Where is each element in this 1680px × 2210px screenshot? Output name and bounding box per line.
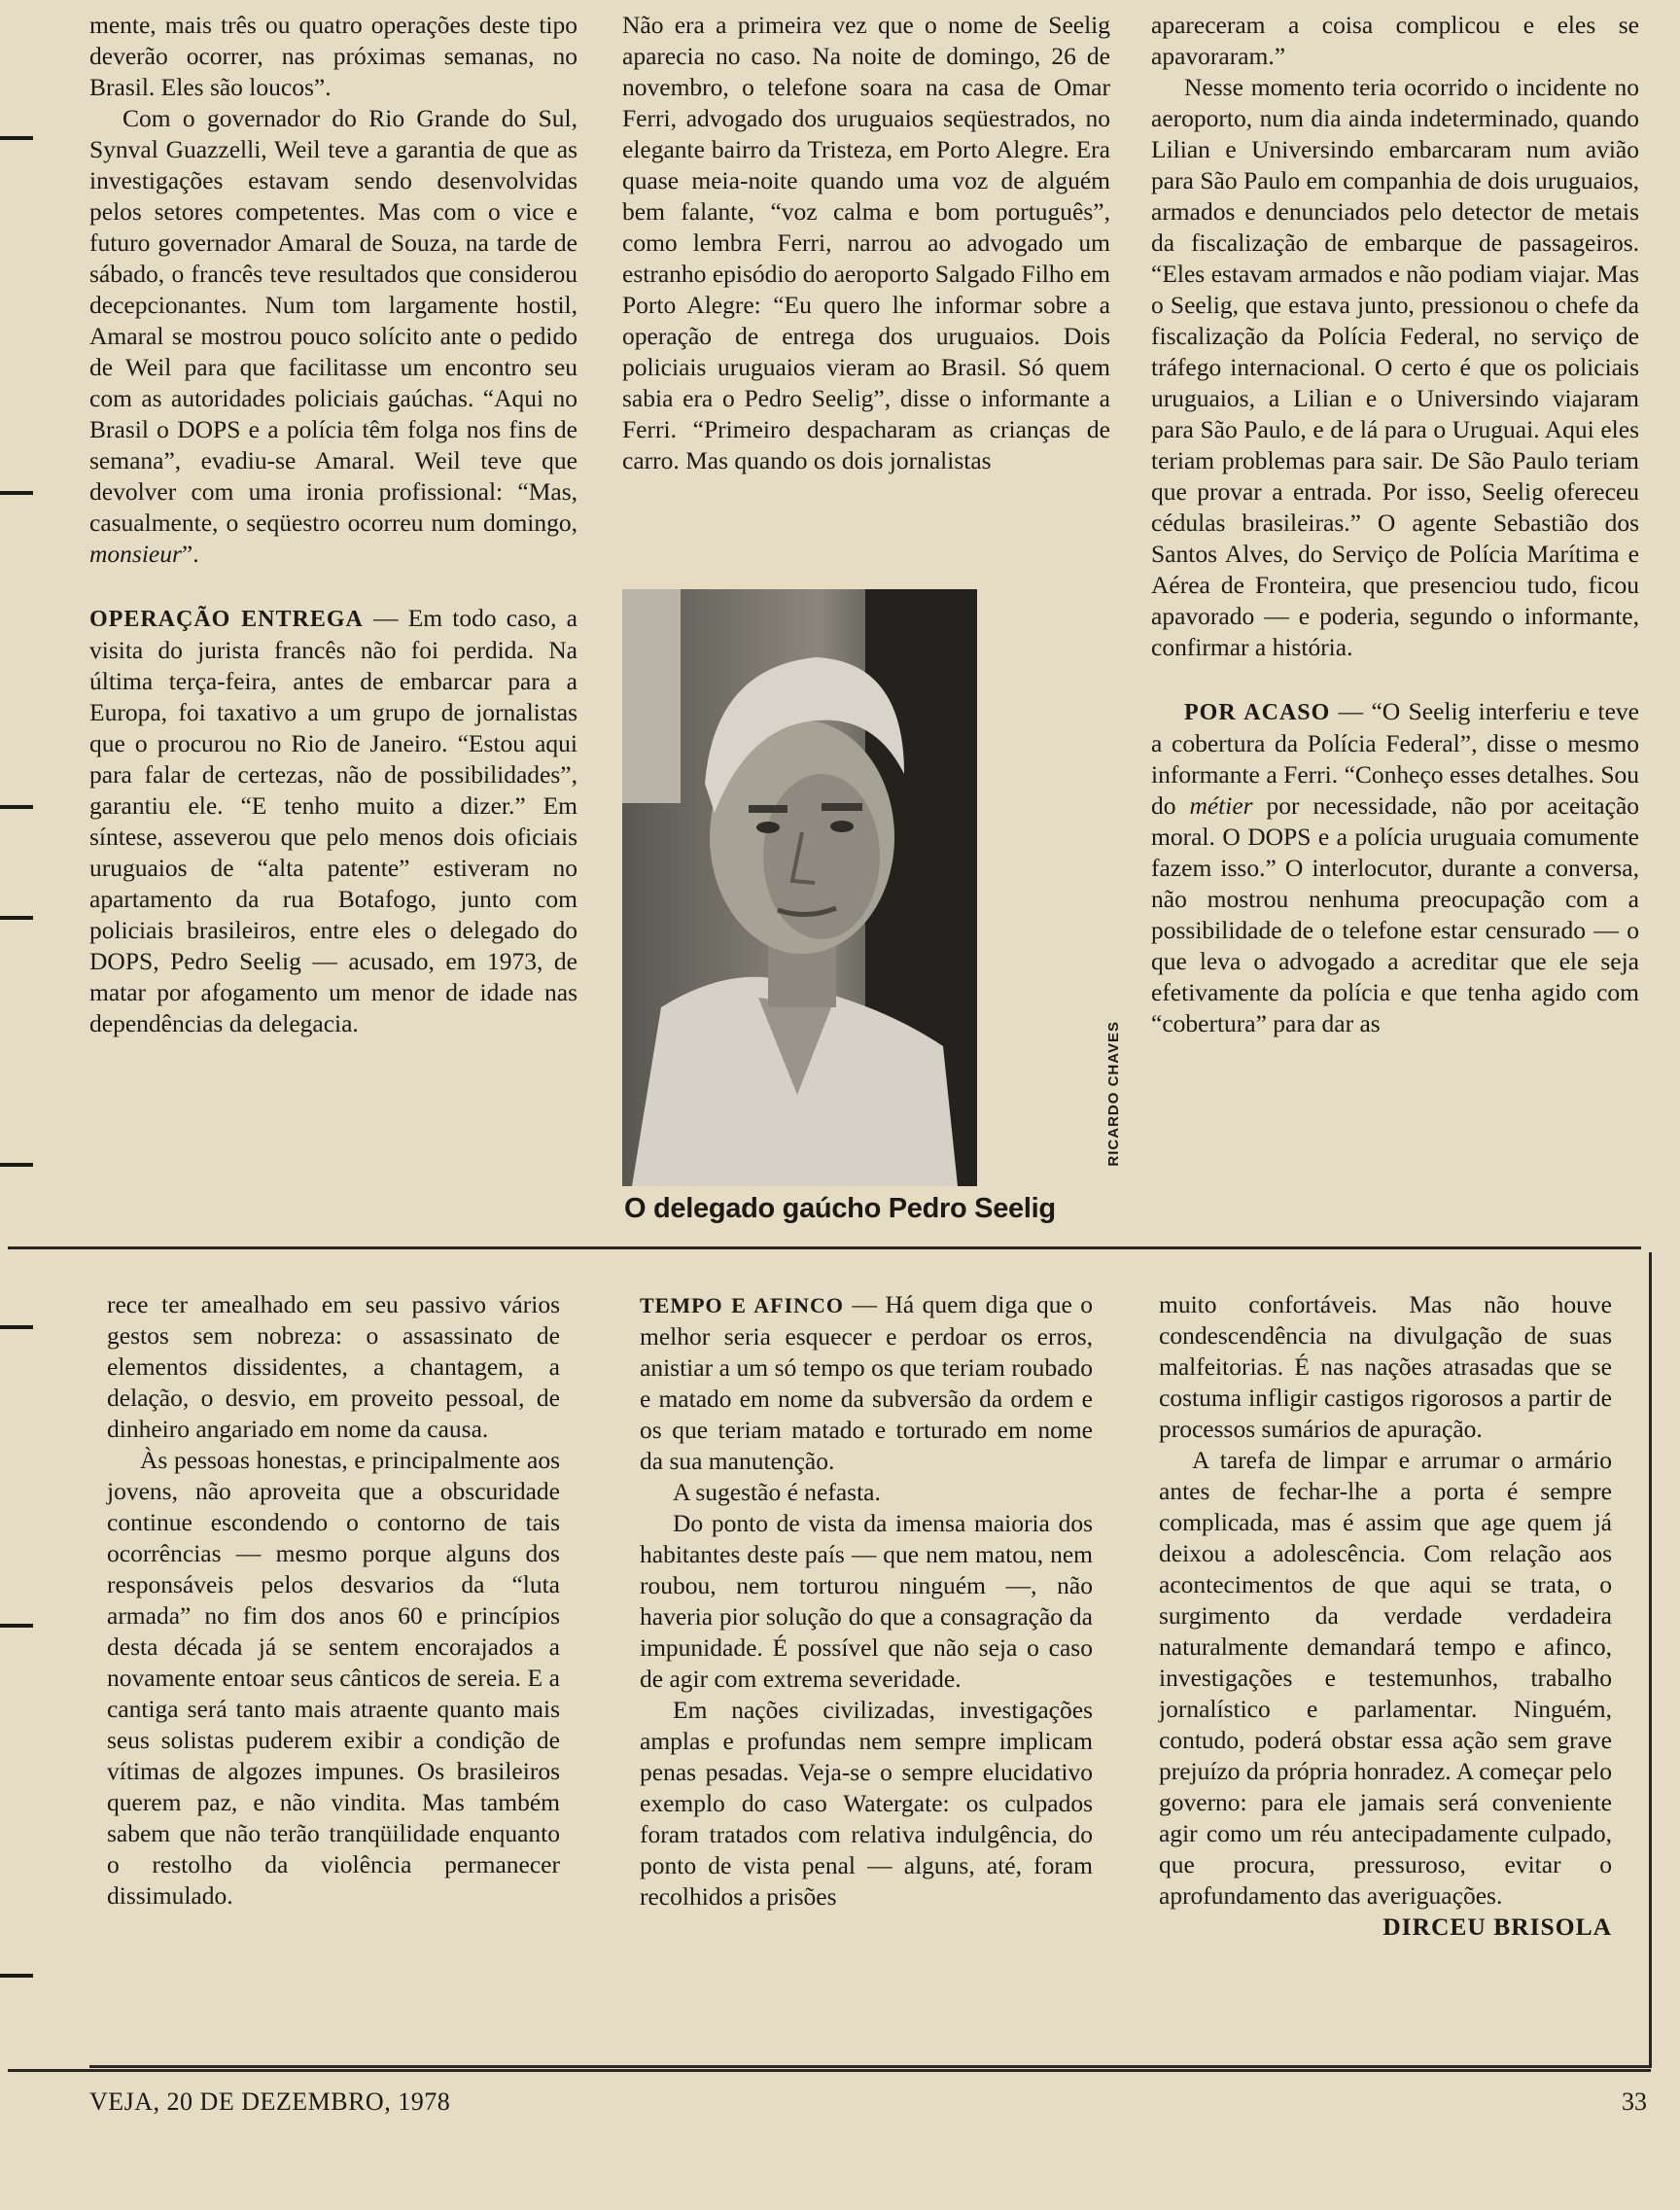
editorial-column-2 — [640, 1289, 1093, 1912]
portrait-illustration — [622, 589, 977, 1186]
photo-credit: RICARDO CHAVES — [1105, 1021, 1122, 1167]
editorial-column-3 — [1159, 1289, 1612, 1943]
divider-rule — [8, 2069, 1651, 2072]
margin-tick — [0, 916, 33, 920]
article-column-1 — [89, 10, 578, 1039]
subheading: OPERAÇÃO ENTREGA — [89, 607, 364, 632]
paragraph: Às pessoas honestas, e principalmente aos jovens, não aproveita que a obscuridade continue escondendo o contorno de tais ocorrências — mesmo porque alguns dos responsáveis pelos desvarios da “luta armada” no fim dos anos 60 e princípios desta década já se sentem encorajados a novamente entoar seus cânticos de sereia. E a cantiga será tanto mais atraente quanto mais seus solistas puderem exibir a condição de vítimas de algozes impunes. Os brasileiros querem paz, e não vindita. Mas também sabem que não terão tranqüilidade enquanto o restolho da violência permanecer dissimulado. — [107, 1446, 560, 1910]
issue-date: VEJA, 20 DE DEZEMBRO, 1978 — [89, 2087, 451, 2116]
subheading: POR ACASO — [1184, 700, 1331, 725]
photo-pedro-seelig — [622, 589, 977, 1186]
paragraph: apareceram a coisa complicou e eles se apavoraram.” — [1151, 11, 1639, 70]
margin-tick — [0, 1624, 33, 1628]
paragraph: A sugestão é nefasta. — [673, 1478, 881, 1506]
article-column-2 — [622, 10, 1110, 476]
margin-tick — [0, 1163, 33, 1167]
paragraph: rece ter amealhado em seu passivo vários gestos sem nobreza: o assassinato de elementos dissidentes, a chantagem, a delação, o desvio, em proveito pessoal, de dinheiro angariado em nome da causa. — [107, 1290, 560, 1443]
margin-tick — [0, 136, 33, 140]
paragraph: mente, mais três ou quatro operações deste tipo deverão ocorrer, nas próximas semanas, no Brasil. Eles são loucos”. — [89, 11, 578, 101]
paragraph: A tarefa de limpar e arrumar o armário antes de fechar-lhe a porta é sempre complicada, mas é assim que age quem já deixou a adolescência. Com relação aos acontecimentos de que aqui se trata, o surgimento da verdade verdadeira naturalmente demandará tempo e afinco, investigações e testemunhos, trabalho jornalístico e parlamentar. Ninguém, contudo, poderá obstar essa ação sem grave prejuízo da própria honradez. A começar pelo governo: para ele jamais será conveniente agir como um réu antecipadamente culpado, que procura, pressuroso, evitar o aprofundamento das averiguações. DIRCEU BRISOLA — [1159, 1446, 1612, 1941]
margin-tick — [0, 1974, 33, 1978]
margin-tick — [0, 1325, 33, 1329]
margin-tick — [0, 805, 33, 809]
page-number: 33 — [1622, 2087, 1647, 2116]
paragraph: Não era a primeira vez que o nome de Seelig aparecia no caso. Na noite de domingo, 26 de novembro, o telefone soara na casa de Omar Ferri, advogado dos uruguaios seqüestrados, no elegante bairro da Tristeza, em Porto Alegre. Era quase meia-noite quando uma voz de alguém bem falante, “voz calma e bom português”, como lembra Ferri, narrou ao advogado um estranho episódio do aeroporto Salgado Filho em Porto Alegre: “Eu quero lhe informar sobre a operação de entrega dos uruguaios. Dois policiais uruguaios vieram ao Brasil. Só quem sabia era o Pedro Seelig”, disse o informante a Ferri. “Primeiro despacharam as crianças de carro. Mas quando os dois jornalistas — [622, 11, 1110, 474]
margin-tick — [0, 491, 33, 495]
subheading: TEMPO E AFINCO — [640, 1293, 845, 1317]
paragraph: Do ponto de vista da imensa maioria dos habitantes deste país — que nem matou, nem roubou, nem torturou ninguém —, não haveria pior solução do que a consagração da impunidade. É possível que não seja o caso de agir com extrema severidade. — [640, 1509, 1093, 1693]
editorial-column-1 — [107, 1289, 560, 1912]
author-byline: DIRCEU BRISOLA — [1382, 1912, 1612, 1941]
article-column-3 — [1151, 10, 1639, 1039]
paragraph: Nesse momento teria ocorrido o incidente no aeroporto, num dia ainda indeterminado, quando Lilian e Universindo embarcaram num avião para São Paulo em companhia de dois uruguaios, armados e denunciados pelo detector de metais da fiscalização de embarque de passageiros. “Eles estavam armados e não podiam viajar. Mas o Seelig, que estava junto, pressionou o chefe da fiscalização da Polícia Federal, no serviço de tráfego internacional. O certo é que os policiais uruguaios, a Lilian e o Universindo viajaram para São Paulo, e de lá para o Uruguai. Aqui eles teriam problemas para sair. De São Paulo teriam que provar a entrada. Por isso, Seelig ofereceu cédulas brasileiras.” O agente Sebastião dos Santos Alves, do Serviço de Polícia Marítima e Aérea de Fronteira, que presenciou tudo, ficou apavorado — e poderia, segundo o informante, confirmar a história. — [1151, 73, 1639, 661]
paragraph: TEMPO E AFINCO — Há quem diga que o melhor seria esquecer e perdoar os erros, anistiar a um só tempo os que teriam roubado e matado em nome da subversão da ordem e os que teriam matado e torturado em nome da sua manutenção. — [640, 1290, 1094, 1475]
paragraph: Em nações civilizadas, investigações amplas e profundas nem sempre implicam penas pesadas. Veja-se o sempre elucidativo exemplo do caso Watergate: os culpados foram tratados com relativa indulgência, do ponto de vista penal — alguns, até, foram recolhidos a prisões — [640, 1696, 1093, 1911]
paragraph: POR ACASO — “O Seelig interferiu e teve a cobertura da Polícia Federal”, disse o mesmo informante a Ferri. “Conheço esses detalhes. Sou do métier por necessidade, não por aceitação moral. O DOPS e a polícia uruguaia comumente fazem isso.” O interlocutor, durante a conversa, não mostrou nenhuma preocupação com a possibilidade de o telefone estar censurado — o que leva o advogado a acreditar que ele seja efetivamente da polícia e que tenha agido com “cobertura” para dar as — [1151, 697, 1640, 1037]
photo-caption: O delegado gaúcho Pedro Seelig — [624, 1193, 1056, 1224]
paragraph: muito confortáveis. Mas não houve condescendência na divulgação de suas malfeitorias. É nas nações atrasadas que se costuma infligir castigos rigorosos a partir de processos sumários de apuração. — [1159, 1290, 1612, 1443]
paragraph: Com o governador do Rio Grande do Sul, Synval Guazzelli, Weil teve a garantia de que as investigações estavam sendo desenvolvidas pelos setores competentes. Mas com o vice e futuro governador Amaral de Souza, na tarde de sábado, o francês teve resultados que considerou decepcionantes. Num tom largamente hostil, Amaral se mostrou pouco solícito ante o pedido de Weil para que facilitasse um encontro seu com as autoridades policiais gaúchas. “Aqui no Brasil o DOPS e a polícia têm folga nos fins de semana”, evadiu-se Amaral. Weil teve que devolver com uma ironia profissional: “Mas, casualmente, o seqüestro ocorreu num domingo, monsieur”. — [89, 104, 578, 568]
divider-rule — [8, 1246, 1641, 1249]
paragraph: OPERAÇÃO ENTREGA — Em todo caso, a visita do jurista francês não foi perdida. Na última terça-feira, antes de embarcar para a Europa, foi taxativo a um grupo de jornalistas que o procurou no Rio de Janeiro. “Estou aqui para falar de certezas, não de possibilidades”, garantiu ele. “E tenho muito a dizer.” Em síntese, asseverou que pelo menos dois oficiais uruguaios de “alta patente” estiveram no apartamento da rua Botafogo, junto com policiais brasileiros, entre eles o delegado do DOPS, Pedro Seelig — acusado, em 1973, de matar por afogamento um menor de idade nas dependências da delegacia. — [89, 604, 578, 1037]
